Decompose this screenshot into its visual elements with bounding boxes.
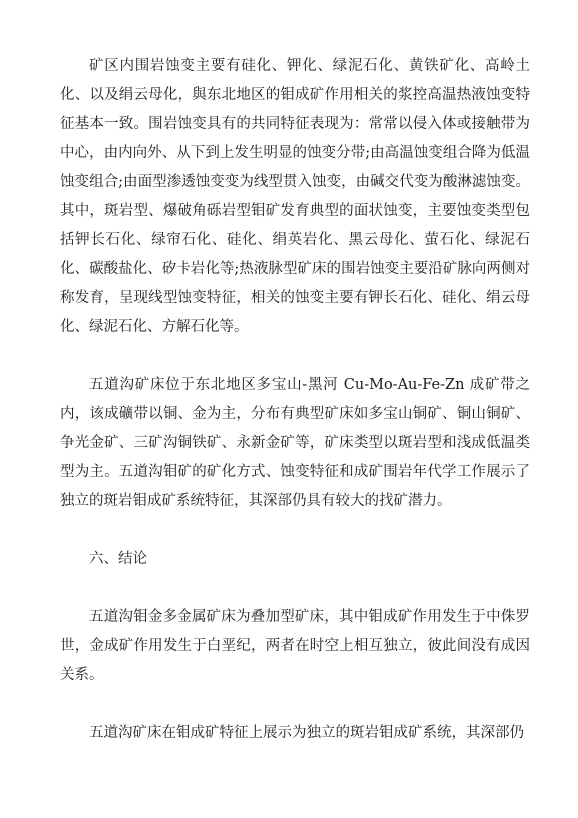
document-page [60,52,530,748]
paragraph-spacer [60,516,530,545]
paragraph-spacer [60,342,530,371]
paragraph-conclusion-1: 五道沟钼金多金属矿床为叠加型矿床，其中钼成矿作用发生于中侏罗世，金成矿作用发生于白垩纪，两者在时空上相互独立，彼此间没有成因关系。 [60,609,530,683]
paragraph-conclusion-2: 五道沟矿床在钼成矿特征上展示为独立的斑岩钼成矿系统，其深部仍 [89,725,524,741]
paragraph-spacer [60,574,530,603]
paragraph-spacer [60,690,530,719]
paragraph-alteration: 矿区内围岩蚀变主要有硅化、钾化、绿泥石化、黄铁矿化、高岭土化、以及绢云母化，與东北地区的钼成矿作用相关的浆控高温热液蚀变特征基本一致。围岩蚀变具有的共同特征表现为：常常以侵入体或接触带为中心，由内向外、从下到上发生明显的蚀变分带;由高温蚀变组合降为低温蚀变组合;由面型渗透蚀变变为线型贯入蚀变，由碱交代变为酸淋滤蚀变。其中，斑岩型、爆破角砾岩型钼矿发育典型的面状蚀变，主要蚀变类型包括钾长石化、绿帘石化、硅化、绢英岩化、黑云母化、萤石化、绿泥石化、碳酸盐化、矽卡岩化等;热液脉型矿床的围岩蚀变主要沿矿脉向两侧对称发育，呈现线型蚀变特征，相关的蚀变主要有钾长石化、硅化、绢云母化、绿泥石化、方解石化等。 [60,58,530,335]
paragraph-deposit-location: 五道沟矿床位于东北地区多宝山-黑河 Cu-Mo-Au-Fe-Zn 成矿带之内，该成礦带以铜、金为主，分布有典型矿床如多宝山铜矿、铜山铜矿、争光金矿、三矿沟铜铁矿、永新金矿等，矿床类型以斑岩型和浅成低温类型为主。五道沟钼矿的矿化方式、蚀变特征和成矿围岩年代学工作展示了独立的斑岩钼成矿系统特征，其深部仍具有较大的找矿潜力。 [60,377,530,509]
section-heading-conclusion: 六、结论 [89,551,147,567]
